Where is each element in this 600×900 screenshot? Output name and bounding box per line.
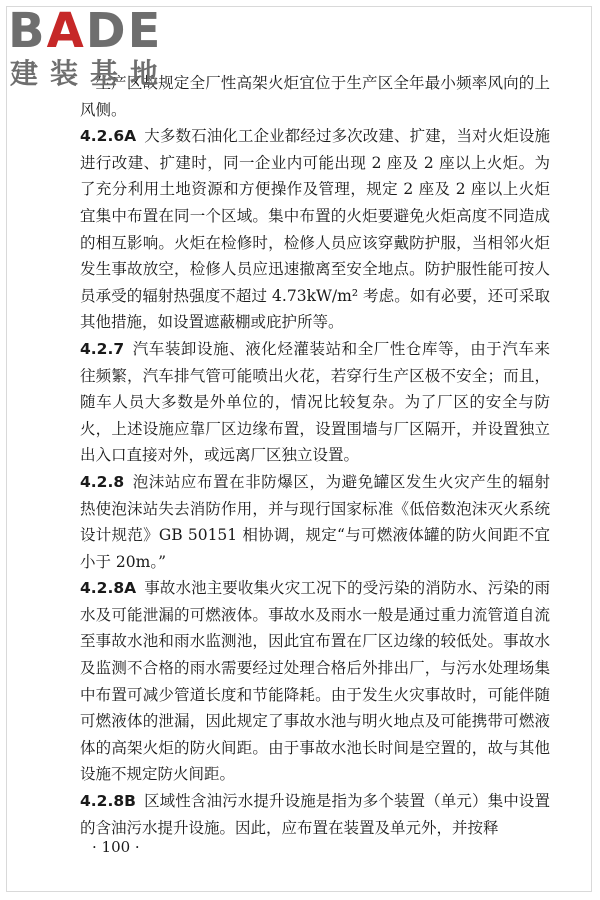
clause-4-2-6a — [80, 123, 550, 336]
clause-text: 事故水池主要收集火灾工况下的受污染的消防水、污染的雨水及可能泄漏的可燃液体。事故水及雨水一般是通过重力流管道自流至事故水池和雨水监测池，因此宜布置在厂区边缘的较低处。事故水及监测不合格的雨水需要经过处理合格后外排出厂，与污水处理场集中布置可减少管道长度和节能降耗。由于发生火灾事故时，可能伴随可燃液体的泄漏，因此规定了事故水池与明火地点及可能携带可燃液体的高架火炬的防火间距。由于事故水池长时间是空置的，故与其他设施不规定防火间距。 — [80, 579, 550, 784]
clause-4-2-8b — [80, 788, 550, 841]
clause-number: 4.2.8B — [80, 792, 136, 811]
document-body — [80, 70, 550, 841]
clause-4-2-8a — [80, 575, 550, 788]
clause-text: 区域性含油污水提升设施是指为多个装置（单元）集中设置的含油污水提升设施。因此，应布置在装置及单元外，并按释 — [80, 792, 550, 837]
bade-logo — [8, 3, 178, 96]
logo-wordmark: BADE — [8, 3, 163, 59]
clause-text: 汽车装卸设施、液化烃灌装站和全厂性仓库等，由于汽车来往频繁，汽车排气管可能喷出火花，若穿行生产区极不安全；而且，随车人员大多数是外单位的，情况比较复杂。为了厂区的安全与防火，上述设施应靠厂区边缘布置，设置围墙与厂区隔开，并设置独立出入口直接对外，或远离厂区独立设置。 — [80, 339, 550, 465]
clause-number: 4.2.6A — [80, 127, 137, 146]
clause-number: 4.2.8 — [80, 472, 125, 491]
clause-text: 泡沫站应布置在非防爆区，为避免罐区发生火灾产生的辐射热使泡沫站失去消防作用，并与现行国家标准《低倍数泡沫灭火系统设计规范》GB 50151 相协调，规定“与可燃液体罐的防火间距不宜小于 20m。” — [80, 472, 550, 571]
clause-number: 4.2.8A — [80, 579, 137, 598]
paragraph-text: 生产区故规定全厂性高架火炬宜位于生产区全年最小频率风向的上风侧。 — [80, 74, 550, 119]
clause-text: 大多数石油化工企业都经过多次改建、扩建，当对火炬设施进行改建、扩建时，同一企业内可能出现 2 座及 2 座以上火炬。为了充分利用土地资源和方便操作及管理，规定 2 座及 2 座以上火炬宜集中布置在同一个区域。集中布置的火炬要避免火炬高度不同造成的相互影响。火炬在检修时，检修人员应该穿戴防护服，当相邻火炬发生事故放空，检修人员应迅速撤离至安全地点。防护服性能可按人员承受的辐射热强度不超过 4.73kW/m² 考虑。如有必要，还可采取其他措施，如设置遮蔽棚或庇护所等。 — [80, 127, 550, 332]
clause-4-2-7 — [80, 336, 550, 469]
logo-subtitle: 建装基地 — [10, 57, 171, 90]
page-number: · 100 · — [92, 838, 140, 856]
clause-number: 4.2.7 — [80, 339, 125, 358]
clause-4-2-8 — [80, 469, 550, 575]
